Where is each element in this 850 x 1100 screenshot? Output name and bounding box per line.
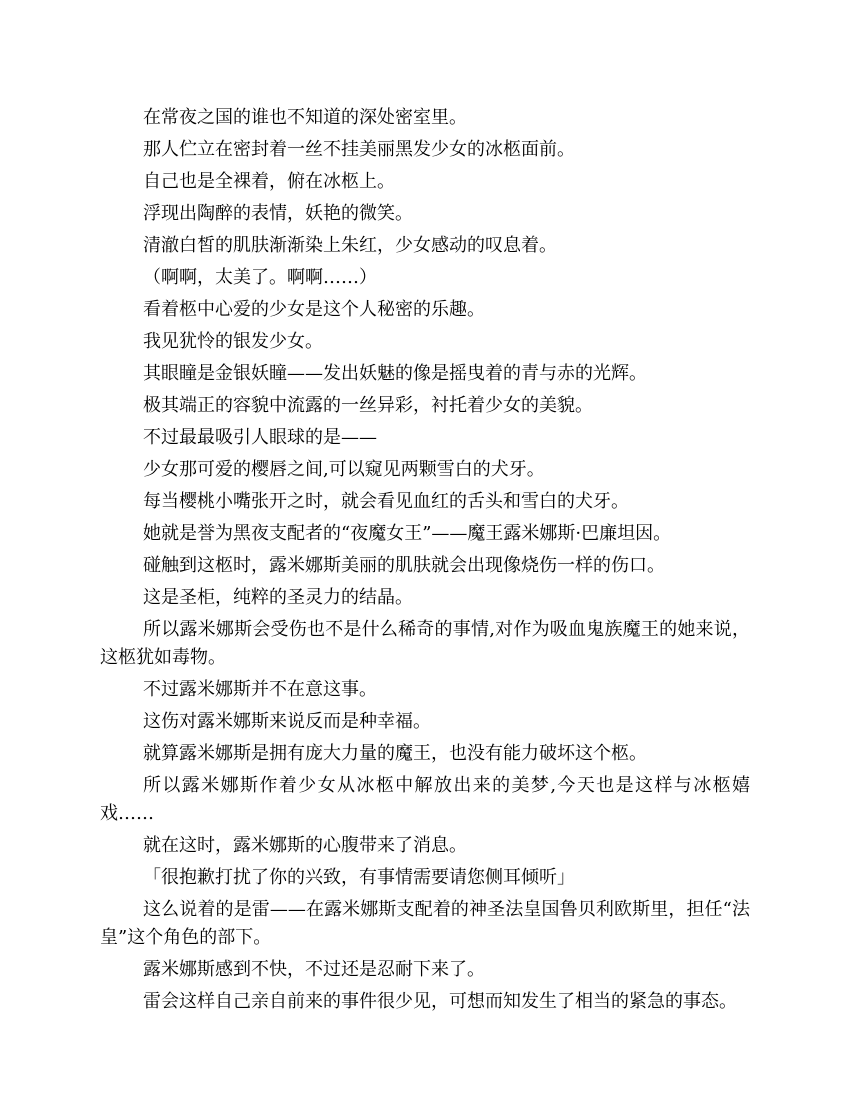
- paragraph: 在常夜之国的谁也不知道的深处密室里。: [143, 107, 467, 128]
- paragraph: 就在这时，露米娜斯的心腹带来了消息。: [143, 835, 467, 856]
- paragraph: 不过露米娜斯并不在意这事。: [143, 679, 377, 700]
- paragraph: 极其端正的容貌中流露的一丝异彩，衬托着少女的美貌。: [143, 395, 593, 416]
- paragraph: 每当樱桃小嘴张开之时，就会看见血红的舌头和雪白的犬牙。: [143, 491, 629, 512]
- paragraph: 「很抱歉打扰了你的兴致，有事情需要请您侧耳倾听」: [143, 867, 575, 888]
- text-body: [100, 104, 750, 1020]
- paragraph: 清澈白皙的肌肤渐渐染上朱红，少女感动的叹息着。: [143, 235, 557, 256]
- paragraph: 其眼瞳是金银妖瞳——发出妖魅的像是摇曳着的青与赤的光辉。: [143, 363, 647, 384]
- paragraph: 那人伫立在密封着一丝不挂美丽黑发少女的冰柩面前。: [143, 139, 575, 160]
- paragraph: 自己也是全裸着，俯在冰柩上。: [143, 171, 395, 192]
- paragraph: 所以露米娜斯作着少女从冰柩中解放出来的美梦,今天也是这样与冰柩嬉戏……: [100, 775, 750, 824]
- paragraph: 露米娜斯感到不快，不过还是忍耐下来了。: [143, 959, 485, 980]
- paragraph: 少女那可爱的樱唇之间,可以窥见两颗雪白的犬牙。: [143, 459, 545, 480]
- paragraph: 不过最最吸引人眼球的是——: [143, 427, 377, 448]
- paragraph: 碰触到这柩时，露米娜斯美丽的肌肤就会出现像烧伤一样的伤口。: [143, 555, 665, 576]
- paragraph: 这么说着的是雷——在露米娜斯支配着的神圣法皇国鲁贝利欧斯里，担任“法皇”这个角色的部下。: [100, 899, 750, 948]
- paragraph: 这是圣柜，纯粹的圣灵力的结晶。: [143, 587, 413, 608]
- paragraph: （啊啊，太美了。啊啊……）: [143, 267, 377, 288]
- paragraph: 所以露米娜斯会受伤也不是什么稀奇的事情,对作为吸血鬼族魔王的她来说，这柩犹如毒物。: [100, 619, 750, 668]
- paragraph: 看着柩中心爱的少女是这个人秘密的乐趣。: [143, 299, 485, 320]
- paragraph: 浮现出陶醉的表情，妖艳的微笑。: [143, 203, 413, 224]
- paragraph: 她就是誉为黑夜支配者的“夜魔女王”——魔王露米娜斯·巴廉坦因。: [143, 523, 672, 544]
- paragraph: 雷会这样自己亲自前来的事件很少见，可想而知发生了相当的紧急的事态。: [143, 991, 737, 1012]
- paragraph: 我见犹怜的银发少女。: [143, 331, 323, 352]
- paragraph: 就算露米娜斯是拥有庞大力量的魔王，也没有能力破坏这个柩。: [143, 743, 647, 764]
- paragraph: 这伤对露米娜斯来说反而是种幸福。: [143, 711, 431, 732]
